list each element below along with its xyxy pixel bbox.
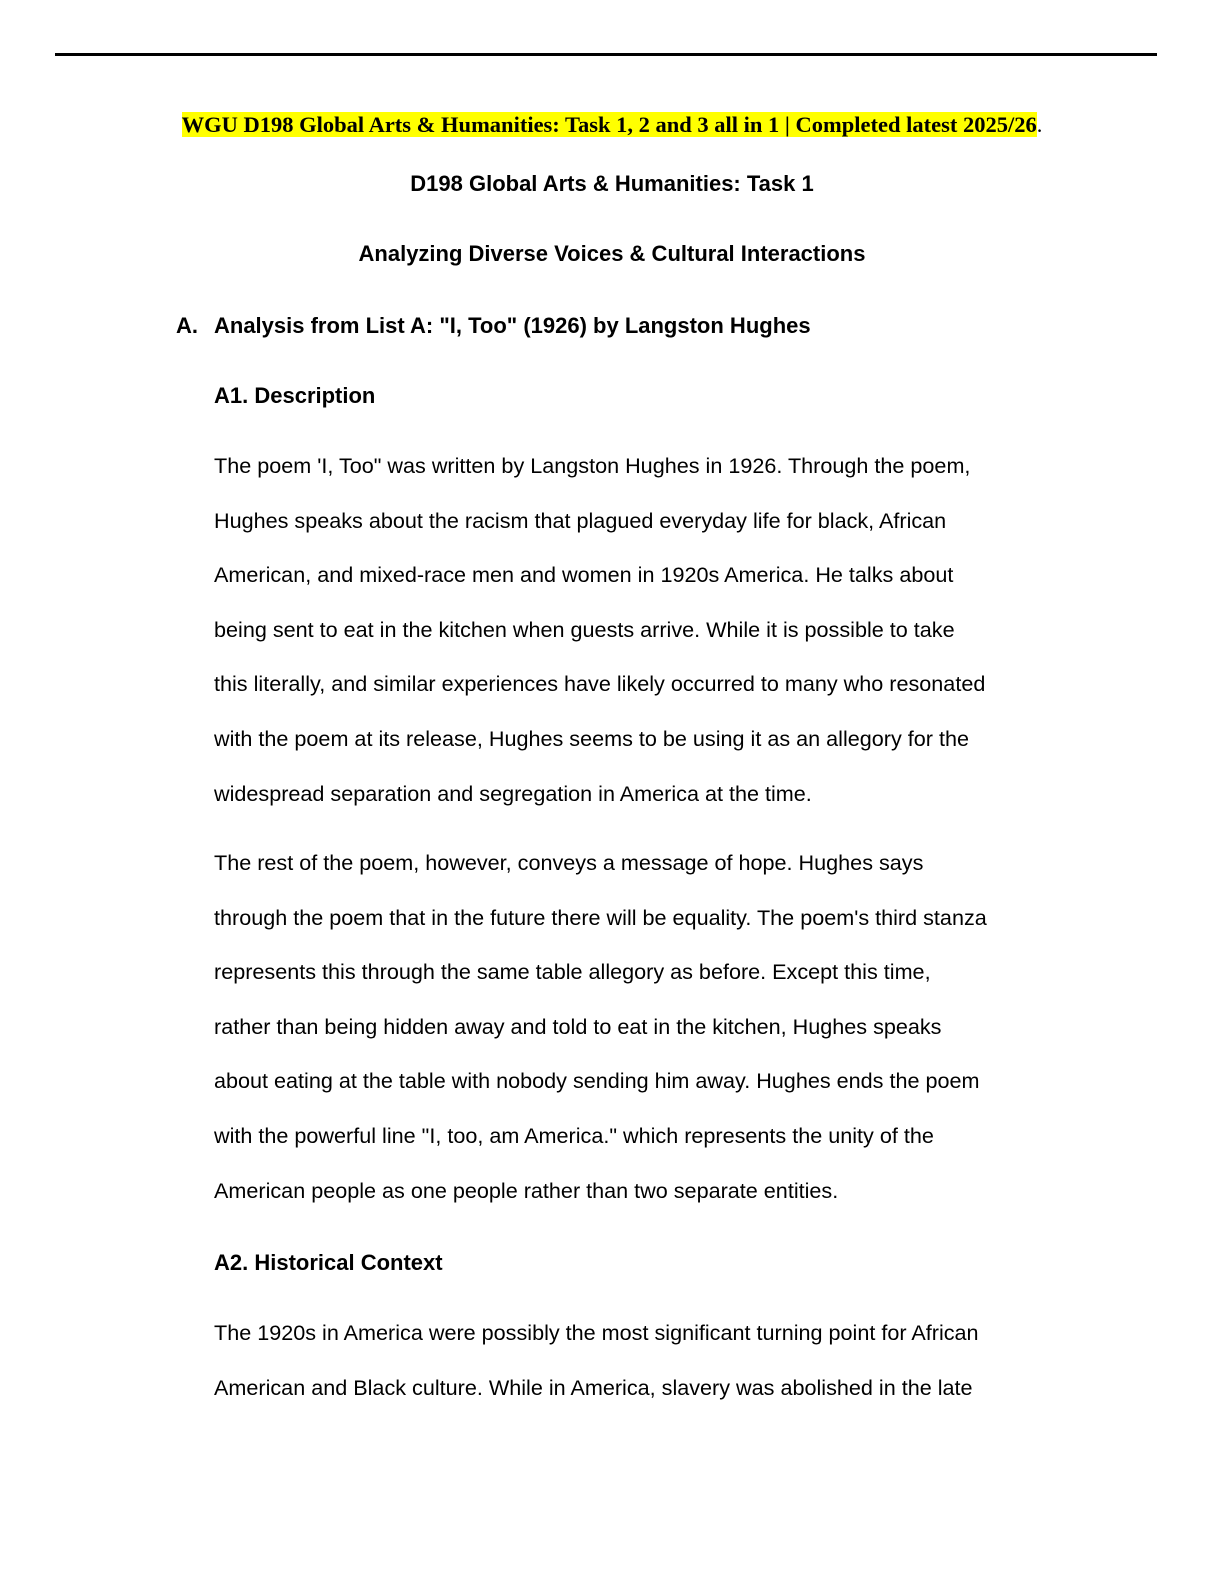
paragraph-line: American people as one people rather than two separate entities. [214,1177,839,1203]
paragraph-line: widespread separation and segregation in America at the time. [214,780,812,806]
paragraph-line: American, and mixed-race men and women in 1920s America. He talks about [214,562,954,588]
paragraph-line: rather than being hidden away and told to eat in the kitchen, Hughes speaks [214,1013,942,1039]
paragraph-line: being sent to eat in the kitchen when guests arrive. While it is possible to take [214,616,955,642]
paragraph-line: with the poem at its release, Hughes seems to be using it as an allegory for the [214,725,969,751]
paragraph-line: The poem 'I, Too" was written by Langston Hughes in 1926. Through the poem, [214,453,971,478]
subtitle: Analyzing Diverse Voices & Cultural Interactions [358,241,866,266]
document-banner [0,108,1224,142]
paragraph-line: represents this through the same table allegory as before. Except this time, [214,959,931,985]
paragraph-line: American and Black culture. While in America, slavery was abolished in the late [214,1374,973,1400]
paragraph-line: The 1920s in America were possibly the most significant turning point for African [214,1320,979,1345]
a1-paragraph-1 [214,439,1074,821]
a1-paragraph-2 [214,836,1074,1218]
paragraph-line: through the poem that in the future there will be equality. The poem's third stanza [214,904,987,930]
a2-heading: A2. Historical Context [214,1250,443,1275]
task-title: D198 Global Arts & Humanities: Task 1 [410,171,814,196]
paragraph-line: with the powerful line "I, too, am America." which represents the unity of the [214,1122,934,1148]
a1-heading: A1. Description [214,383,376,408]
banner-highlight: WGU D198 Global Arts & Humanities: Task 1, 2 and 3 all in 1 | Completed latest 2025/26 [181,112,1037,137]
paragraph-line: this literally, and similar experiences have likely occurred to many who resonated [214,671,986,697]
section-a-letter: A. [176,313,198,338]
a2-paragraph-1 [214,1306,1074,1415]
banner-trailing: . [1036,112,1043,137]
header-rule [55,53,1157,56]
paragraph-line: about eating at the table with nobody sending him away. Hughes ends the poem [214,1068,980,1094]
paragraph-line: The rest of the poem, however, conveys a message of hope. Hughes says [214,850,924,875]
section-a-heading [176,311,811,341]
section-a-title: Analysis from List A: "I, Too" (1926) by Langston Hughes [214,313,811,338]
paragraph-line: Hughes speaks about the racism that plagued everyday life for black, African [214,507,947,533]
